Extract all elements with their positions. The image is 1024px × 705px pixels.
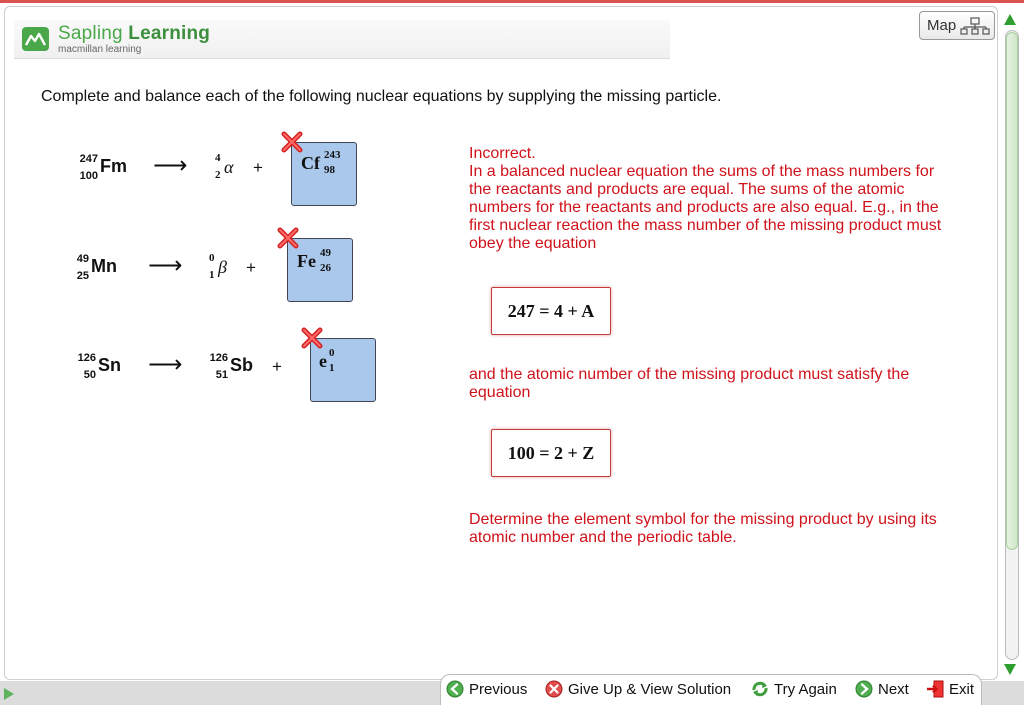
answer-symbol: e <box>319 351 327 371</box>
give-up-x-icon <box>545 680 563 698</box>
brand-name: Sapling Learning <box>58 23 211 44</box>
reactant-symbol: Mn <box>91 256 117 276</box>
exit-button[interactable] <box>926 680 974 698</box>
content-frame <box>4 6 998 680</box>
reaction-arrow: ⟶ <box>153 151 188 179</box>
incorrect-x-icon <box>276 226 300 250</box>
answer-nuclide <box>301 149 341 176</box>
answer-atomic-number: 26 <box>320 262 331 274</box>
plus-sign: + <box>272 357 282 376</box>
answer-symbol: Cf <box>301 153 320 173</box>
previous-arrow-icon <box>446 680 464 698</box>
answer-symbol: Fe <box>297 251 316 271</box>
reactant-mass-number: 126 <box>77 352 96 364</box>
sapling-logo-icon <box>22 27 49 51</box>
product-mass-number: 126 <box>209 352 228 364</box>
map-button[interactable] <box>919 11 995 40</box>
product-mass-number: 4 <box>215 152 221 164</box>
reactant-mass-number: 247 <box>79 153 98 165</box>
exit-door-icon <box>926 680 944 698</box>
sitemap-icon <box>960 17 990 39</box>
feedback-equation-box: 100 = 2 + Z <box>491 429 611 477</box>
previous-label: Previous <box>469 680 528 698</box>
incorrect-x-icon <box>300 326 324 350</box>
answer-nuclide <box>319 347 335 374</box>
plus-sign: + <box>253 158 263 177</box>
feedback-heading: Incorrect. <box>469 145 536 162</box>
give-up-label: Give Up & View Solution <box>568 680 732 698</box>
next-button[interactable] <box>855 680 909 698</box>
exit-label: Exit <box>949 680 975 698</box>
reactant-symbol: Sn <box>98 355 122 375</box>
map-button-label: Map <box>927 17 957 34</box>
reactant-atomic-number: 100 <box>79 170 98 182</box>
incorrect-x-icon <box>280 130 304 154</box>
try-again-label: Try Again <box>774 680 837 698</box>
next-arrow-icon <box>855 680 873 698</box>
reactant-symbol: Fm <box>100 156 127 176</box>
product-symbol: β <box>218 257 227 277</box>
next-label: Next <box>878 680 909 698</box>
scroll-up-arrow[interactable] <box>1004 14 1016 25</box>
try-again-button[interactable] <box>751 680 837 698</box>
top-accent-rule <box>0 0 1024 3</box>
answer-nuclide <box>297 247 331 274</box>
answer-atomic-number: 98 <box>324 164 335 176</box>
header-banner <box>14 20 670 59</box>
scroll-down-arrow[interactable] <box>1004 664 1016 675</box>
scrollbar-thumb[interactable] <box>1006 32 1018 550</box>
feedback-paragraph: In a balanced nuclear equation the sums of the mass numbers for the reactants and products are equal. The sums of the atomic numbers for the reactants and products are also equal. E.g., in the first nuclear reaction the mass number of the missing product must obey the equation <box>469 163 942 252</box>
reactant-mass-number: 49 <box>76 253 89 265</box>
reaction-arrow: ⟶ <box>148 350 183 378</box>
plus-sign: + <box>246 258 256 277</box>
give-up-button[interactable] <box>545 680 731 698</box>
feedback-paragraph: Determine the element symbol for the missing product by using its atomic number and the periodic table. <box>469 511 937 546</box>
product-atomic-number: 2 <box>215 169 221 181</box>
product-atomic-number: 51 <box>215 369 228 381</box>
product-symbol: Sb <box>230 355 254 375</box>
answer-mass-number: 0 <box>329 347 335 359</box>
try-again-refresh-icon <box>751 680 769 698</box>
answer-mass-number: 243 <box>324 149 341 161</box>
expand-arrow-icon[interactable] <box>4 688 14 700</box>
answer-mass-number: 49 <box>320 247 331 259</box>
reaction-arrow: ⟶ <box>148 251 183 279</box>
reactant-atomic-number: 50 <box>83 369 96 381</box>
product-mass-number: 0 <box>209 252 215 264</box>
feedback-paragraph: and the atomic number of the missing product must satisfy the equation <box>469 366 910 401</box>
feedback-equation-box: 247 = 4 + A <box>491 287 611 335</box>
product-symbol: α <box>224 157 234 177</box>
previous-button[interactable] <box>446 680 527 698</box>
product-atomic-number: 1 <box>209 269 215 281</box>
reactant-atomic-number: 25 <box>76 270 89 282</box>
sub-brand: macmillan learning <box>58 44 142 55</box>
question-text: Complete and balance each of the following nuclear equations by supplying the missing particle. <box>41 88 722 105</box>
answer-atomic-number: 1 <box>329 362 335 374</box>
